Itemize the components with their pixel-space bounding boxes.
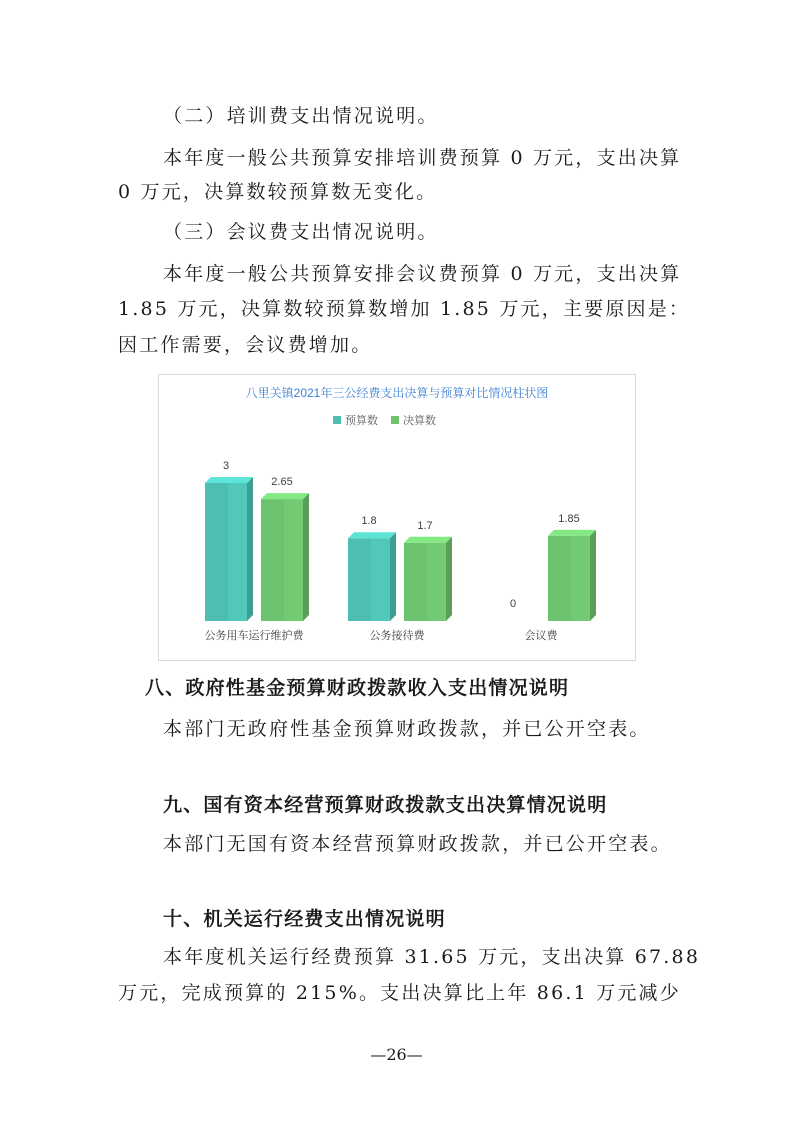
meeting-paragraph-line-1: 本年度一般公共预算安排会议费预算 0 万元，支出决算 <box>163 263 682 285</box>
meeting-paragraph-line-2: 1.85 万元，决算数较预算数增加 1.85 万元，主要原因是： <box>118 298 691 320</box>
chart-category-labels <box>205 628 559 642</box>
section-10-body-line-1: 本年度机关运行经费预算 31.65 万元，支出决算 67.88 <box>163 946 701 968</box>
training-paragraph-line-1: 本年度一般公共预算安排培训费预算 0 万元，支出决算 <box>163 147 682 169</box>
category-label-1: 公务接待费 <box>369 630 425 642</box>
section-9-title: 九、国有资本经营预算财政拨款支出决算情况说明 <box>163 794 608 816</box>
legend-swatch-actual <box>391 416 399 424</box>
bar-actual-1 <box>404 537 452 621</box>
training-paragraph-line-2: 0 万元，决算数较预算数无变化。 <box>118 181 438 203</box>
subsection-meeting-title: （三）会议费支出情况说明。 <box>163 221 439 243</box>
section-8-title: 八、政府性基金预算财政拨款收入支出情况说明 <box>145 677 570 699</box>
value-label-budget-1: 1.8 <box>361 515 377 528</box>
category-label-2: 会议费 <box>524 630 558 642</box>
value-label-actual-1: 1.7 <box>417 519 433 532</box>
section-10-title: 十、机关运行经费支出情况说明 <box>163 908 446 930</box>
value-label-budget-0: 3 <box>222 460 230 472</box>
section-8-body: 本部门无政府性基金预算财政拨款，并已公开空表。 <box>163 718 651 740</box>
legend-swatch-budget <box>333 416 341 424</box>
subsection-training-title: （二）培训费支出情况说明。 <box>163 105 439 127</box>
category-label-0: 公务用车运行维护费 <box>204 630 304 642</box>
legend-label-budget: 预算数 <box>345 415 378 427</box>
meeting-paragraph-line-3: 因工作需要，会议费增加。 <box>118 334 373 356</box>
bar-budget-1 <box>348 532 396 621</box>
budget-comparison-chart <box>158 374 636 661</box>
value-label-actual-0: 2.65 <box>271 476 293 489</box>
bar-actual-2 <box>548 530 596 621</box>
value-label-actual-2: 1.85 <box>558 512 580 525</box>
section-10-body-line-2: 万元，完成预算的 215%。支出决算比上年 86.1 万元减少 <box>118 982 681 1004</box>
chart-legend <box>333 413 436 427</box>
chart-title: 八里关镇2021年三公经费支出决算与预算对比情况柱状图 <box>245 386 549 400</box>
bar-actual-0 <box>261 493 309 621</box>
bar-budget-0 <box>205 477 253 621</box>
chart-svg <box>159 375 635 660</box>
value-label-budget-2: 0 <box>509 598 517 610</box>
legend-label-actual: 决算数 <box>403 415 436 427</box>
chart-bars <box>205 477 596 621</box>
section-9-body: 本部门无国有资本经营预算财政拨款，并已公开空表。 <box>163 833 672 855</box>
page-number: —26— <box>370 1045 423 1064</box>
